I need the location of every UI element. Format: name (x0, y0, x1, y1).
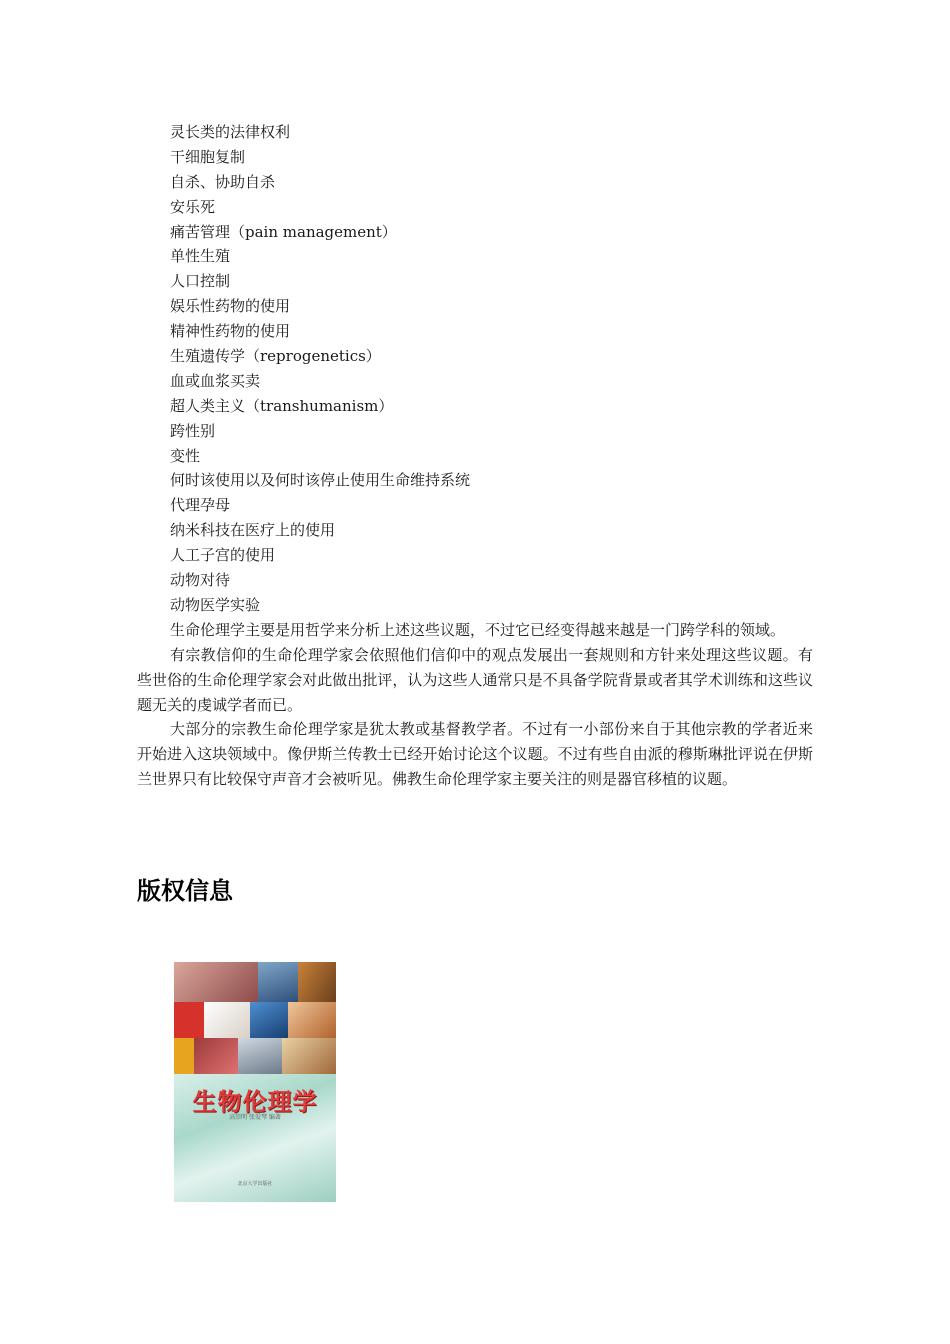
list-item: 安乐死 (170, 197, 216, 216)
list-item: 动物医学实验 (170, 595, 261, 614)
list-item: 人工子宫的使用 (170, 546, 276, 565)
list-item: 自杀、协助自杀 (170, 172, 276, 191)
list-item: 干细胞复制 (170, 147, 246, 166)
list-item: 生殖遗传学（reprogenetics） (170, 347, 381, 366)
list-item: 跨性别 (170, 421, 216, 440)
list-item: 超人类主义（transhumanism） (170, 396, 394, 415)
cover-authors: 高崇明 张爱琴 编著 (229, 1114, 281, 1121)
paragraph-religious: 有宗教信仰的生命伦理学家会依照他们信仰中的观点发展出一套规则和方针来处理这些议题。有些世俗的生命伦理学家会对此做出批评，认为这些人通常只是不具备学院背景或者其学术训练和这些议题无关的虔诚学者而已。 (137, 645, 813, 714)
list-item: 灵长类的法律权利 (170, 123, 291, 141)
list-item: 精神性药物的使用 (170, 322, 291, 341)
topic-list (137, 120, 813, 618)
list-item: 痛苦管理（pain management） (170, 222, 397, 241)
list-item: 血或血浆买卖 (170, 371, 261, 390)
cover-title: 生物伦理学 (192, 1088, 318, 1116)
list-item: 纳米科技在医疗上的使用 (170, 521, 336, 540)
paragraph-intro: 生命伦理学主要是用哲学来分析上述这些议题，不过它已经变得越来越是一门跨学科的领域。 (170, 620, 786, 639)
list-item: 单性生殖 (170, 247, 231, 266)
list-item: 变性 (170, 446, 201, 465)
cover-photo-mosaic (174, 962, 336, 1074)
document-body (137, 120, 813, 792)
list-item: 何时该使用以及何时该停止使用生命维持系统 (170, 471, 471, 490)
list-item: 人口控制 (170, 272, 231, 291)
list-item: 动物对待 (170, 571, 231, 590)
cover-publisher: 北京大学出版社 (237, 1181, 273, 1187)
list-item: 娱乐性药物的使用 (170, 297, 291, 316)
section-title: 版权信息 (137, 877, 233, 905)
book-cover-image (174, 962, 336, 1202)
paragraph-scholars: 大部分的宗教生命伦理学家是犹太教或基督教学者。不过有一小部份来自于其他宗教的学者近来开始进入这块领域中。像伊斯兰传教士已经开始讨论这个议题。不过有些自由派的穆斯琳批评说在伊斯兰世界只有比较保守声音才会被听见。佛教生命伦理学家主要关注的则是器官移植的议题。 (137, 720, 813, 789)
list-item: 代理孕母 (170, 496, 231, 515)
